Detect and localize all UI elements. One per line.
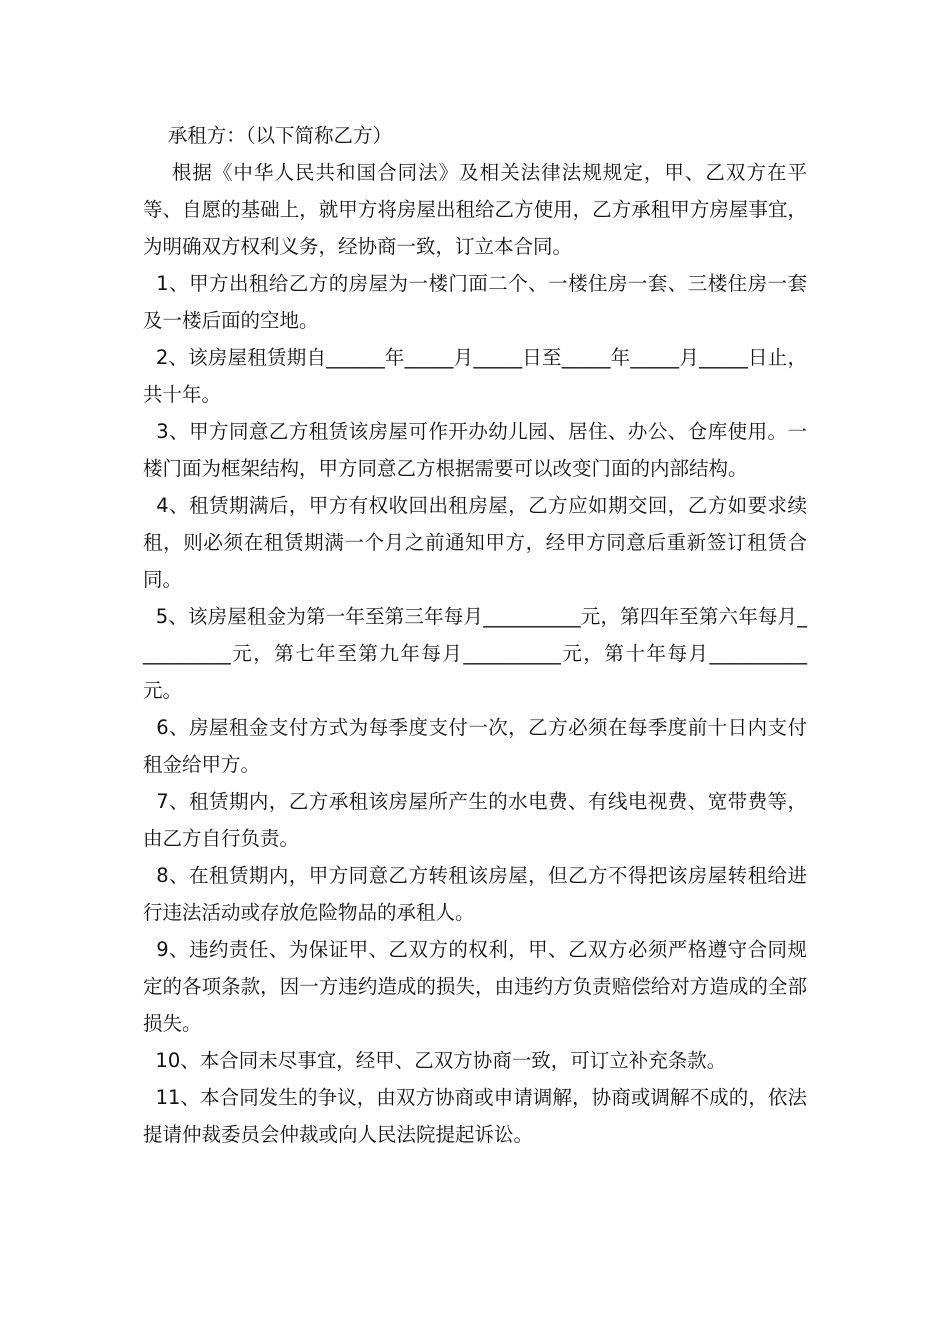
clause-7: 7、租赁期内，乙方承租该房屋所产生的水电费、有线电视费、宽带费等，由乙方自行负责。: [143, 790, 807, 850]
clause-2: 2、该房屋租赁期自______年_____月_____日至_____年_____月_____日止，共十年。: [143, 346, 807, 406]
clause-3: 3、甲方同意乙方租赁该房屋可作开办幼儿园、居住、办公、仓库使用。一楼门面为框架结构，甲方同意乙方根据需要可以改变门面的内部结构。: [143, 420, 807, 480]
clause-8: 8、在租赁期内，甲方同意乙方转租该房屋，但乙方不得把该房屋转租给进行违法活动或存放危险物品的承租人。: [143, 864, 807, 924]
clause-1: 1、甲方出租给乙方的房屋为一楼门面二个、一楼住房一套、三楼住房一套及一楼后面的空地。: [143, 272, 807, 332]
clause-6: 6、房屋租金支付方式为每季度支付一次，乙方必须在每季度前十日内支付租金给甲方。: [143, 716, 807, 776]
clause-4: 4、租赁期满后，甲方有权收回出租房屋，乙方应如期交回，乙方如要求续租，则必须在租赁期满一个月之前通知甲方，经甲方同意后重新签订租赁合同。: [143, 494, 807, 591]
clause-11: 11、本合同发生的争议，由双方协商或申请调解，协商或调解不成的，依法提请仲裁委员会仲裁或向人民法院提起诉讼。: [143, 1086, 807, 1146]
clause-5: 5、该房屋租金为第一年至第三年每月__________元，第四年至第六年每月__________元，第七年至第九年每月__________元，第十年每月__________元。: [143, 605, 807, 702]
document-body: [143, 117, 807, 1153]
lessee-line: 承租方：（以下简称乙方）: [143, 124, 393, 147]
preamble-paragraph: 根据《中华人民共和国合同法》及相关法律法规规定，甲、乙双方在平等、自愿的基础上，就甲方将房屋出租给乙方使用，乙方承租甲方房屋事宜，为明确双方权利义务，经协商一致，订立本合同。: [143, 161, 807, 258]
clause-9: 9、违约责任、为保证甲、乙双方的权利，甲、乙双方必须严格遵守合同规定的各项条款，因一方违约造成的损失，由违约方负责赔偿给对方造成的全部损失。: [143, 938, 807, 1035]
clause-10: 10、本合同未尽事宜，经甲、乙双方协商一致，可订立补充条款。: [143, 1049, 727, 1072]
